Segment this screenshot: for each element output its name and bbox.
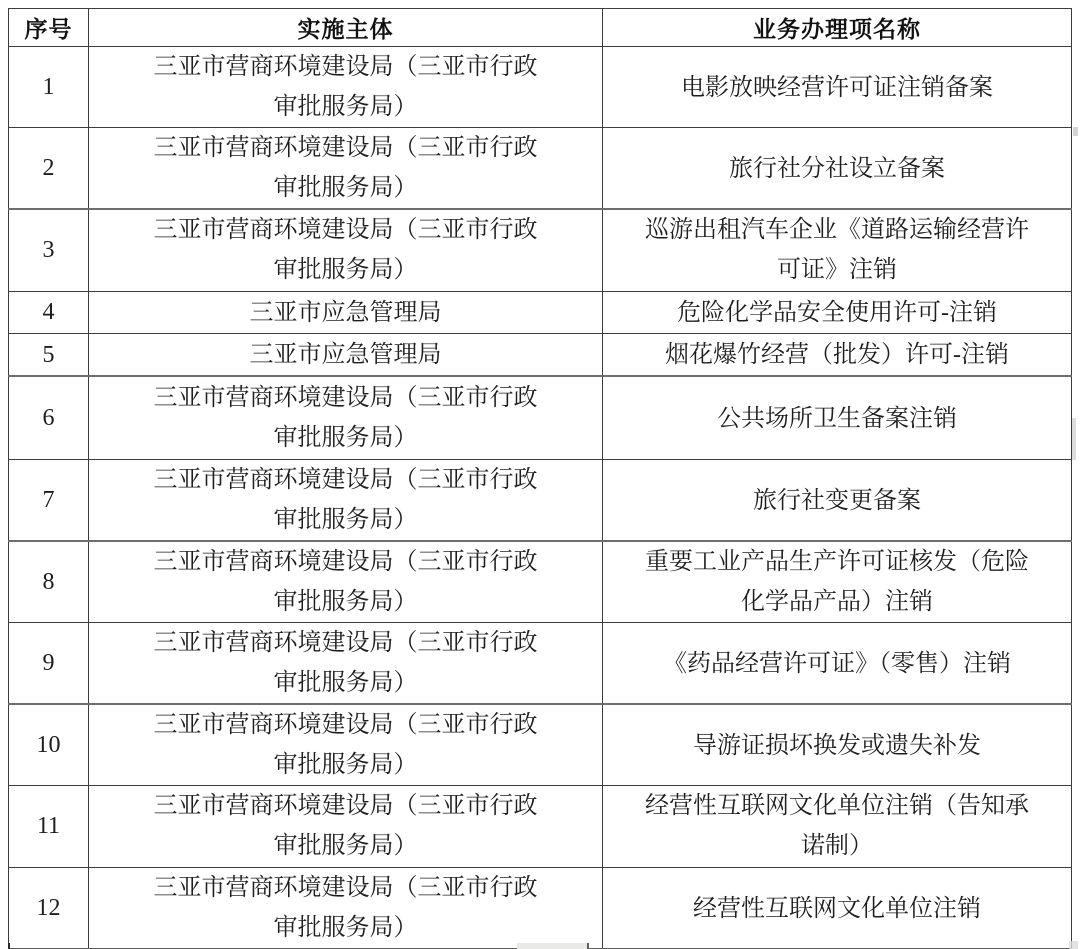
table-row: [9, 47, 1072, 128]
agency-text: 三亚市应急管理局: [249, 342, 442, 369]
item-cell: [603, 47, 1072, 128]
table-row: [9, 704, 1072, 786]
scan-artifact: [1069, 941, 1078, 949]
row-index-cell: 5: [9, 333, 89, 376]
agency-cell: [89, 785, 603, 867]
agency-cell: [89, 291, 603, 333]
table-row: [9, 128, 1072, 210]
item-text: 经营性互联网文化单位注销（告知承诺制）: [645, 793, 1029, 860]
item-text: 旅行社变更备案: [753, 487, 921, 514]
table-row: [9, 376, 1072, 459]
item-text: 导游证损坏换发或遗失补发: [693, 732, 981, 759]
table-row: [9, 209, 1072, 291]
col-header-item: 业务办理项名称: [603, 9, 1072, 47]
agency-text: 三亚市营商环境建设局（三亚市行政审批服务局）: [153, 793, 538, 860]
item-cell: [603, 376, 1072, 459]
col-header-index: 序号: [9, 9, 89, 47]
agency-cell: [89, 47, 603, 128]
table-row: [9, 333, 1072, 376]
agency-text: 三亚市营商环境建设局（三亚市行政审批服务局）: [153, 548, 538, 615]
agency-cell: [89, 541, 603, 623]
item-text: 《药品经营许可证》（零售）注销: [663, 650, 1011, 677]
item-text: 旅行社分社设立备案: [729, 155, 945, 182]
row-index-cell: 1: [9, 47, 89, 128]
row-index-cell: 6: [9, 376, 89, 459]
row-index-cell: 8: [9, 541, 89, 623]
agency-text: 三亚市营商环境建设局（三亚市行政审批服务局）: [153, 466, 538, 533]
item-cell: [603, 291, 1072, 333]
table-row: [9, 541, 1072, 623]
item-cell: [603, 867, 1072, 949]
item-text: 烟花爆竹经营（批发）许可-注销: [665, 342, 1009, 369]
agency-cell: [89, 867, 603, 949]
agency-cell: [89, 376, 603, 459]
agency-text: 三亚市营商环境建设局（三亚市行政审批服务局）: [153, 135, 538, 201]
agency-cell: [89, 459, 603, 541]
table-row: [9, 785, 1072, 867]
item-cell: [603, 785, 1072, 867]
table-row: [9, 291, 1072, 333]
row-index-cell: 7: [9, 459, 89, 541]
agency-cell: [89, 622, 603, 704]
table-row: [9, 867, 1072, 949]
item-text: 重要工业产品生产许可证核发（危险化学品产品）注销: [645, 548, 1029, 615]
agency-text: 三亚市营商环境建设局（三亚市行政审批服务局）: [153, 217, 538, 284]
item-cell: [603, 459, 1072, 541]
agency-cell: [89, 704, 603, 786]
agency-text: 三亚市营商环境建设局（三亚市行政审批服务局）: [153, 711, 538, 778]
cropped-next-row-border: [8, 943, 10, 949]
cropped-next-row-cell: [517, 943, 589, 949]
item-cell: [603, 209, 1072, 291]
row-index-cell: 11: [9, 785, 89, 867]
row-index-cell: 3: [9, 209, 89, 291]
header-row: [9, 9, 1072, 47]
row-index-cell: 2: [9, 128, 89, 210]
item-cell: [603, 704, 1072, 786]
services-table: [8, 8, 1072, 949]
agency-text: 三亚市营商环境建设局（三亚市行政审批服务局）: [153, 874, 538, 941]
item-text: 巡游出租汽车企业《道路运输经营许可证》注销: [645, 217, 1029, 284]
item-text: 电影放映经营许可证注销备案: [681, 74, 993, 101]
agency-cell: [89, 209, 603, 291]
agency-text: 三亚市营商环境建设局（三亚市行政审批服务局）: [153, 629, 538, 696]
agency-cell: [89, 333, 603, 376]
table-row: [9, 459, 1072, 541]
agency-text: 三亚市营商环境建设局（三亚市行政审批服务局）: [153, 54, 538, 120]
item-cell: [603, 541, 1072, 623]
item-text: 危险化学品安全使用许可-注销: [677, 299, 997, 326]
agency-text: 三亚市营商环境建设局（三亚市行政审批服务局）: [153, 385, 538, 452]
row-index-cell: 12: [9, 867, 89, 949]
agency-text: 三亚市应急管理局: [249, 299, 442, 326]
item-cell: [603, 128, 1072, 210]
row-index-cell: 4: [9, 291, 89, 333]
table-row: [9, 622, 1072, 704]
item-text: 经营性互联网文化单位注销: [693, 895, 981, 922]
item-cell: [603, 622, 1072, 704]
item-cell: [603, 333, 1072, 376]
row-index-cell: 9: [9, 622, 89, 704]
scan-artifact: [1073, 127, 1078, 136]
row-index-cell: 10: [9, 704, 89, 786]
col-header-agency: 实施主体: [89, 9, 603, 47]
agency-cell: [89, 128, 603, 210]
item-text: 公共场所卫生备案注销: [717, 405, 957, 432]
scan-artifact: [1072, 418, 1076, 460]
